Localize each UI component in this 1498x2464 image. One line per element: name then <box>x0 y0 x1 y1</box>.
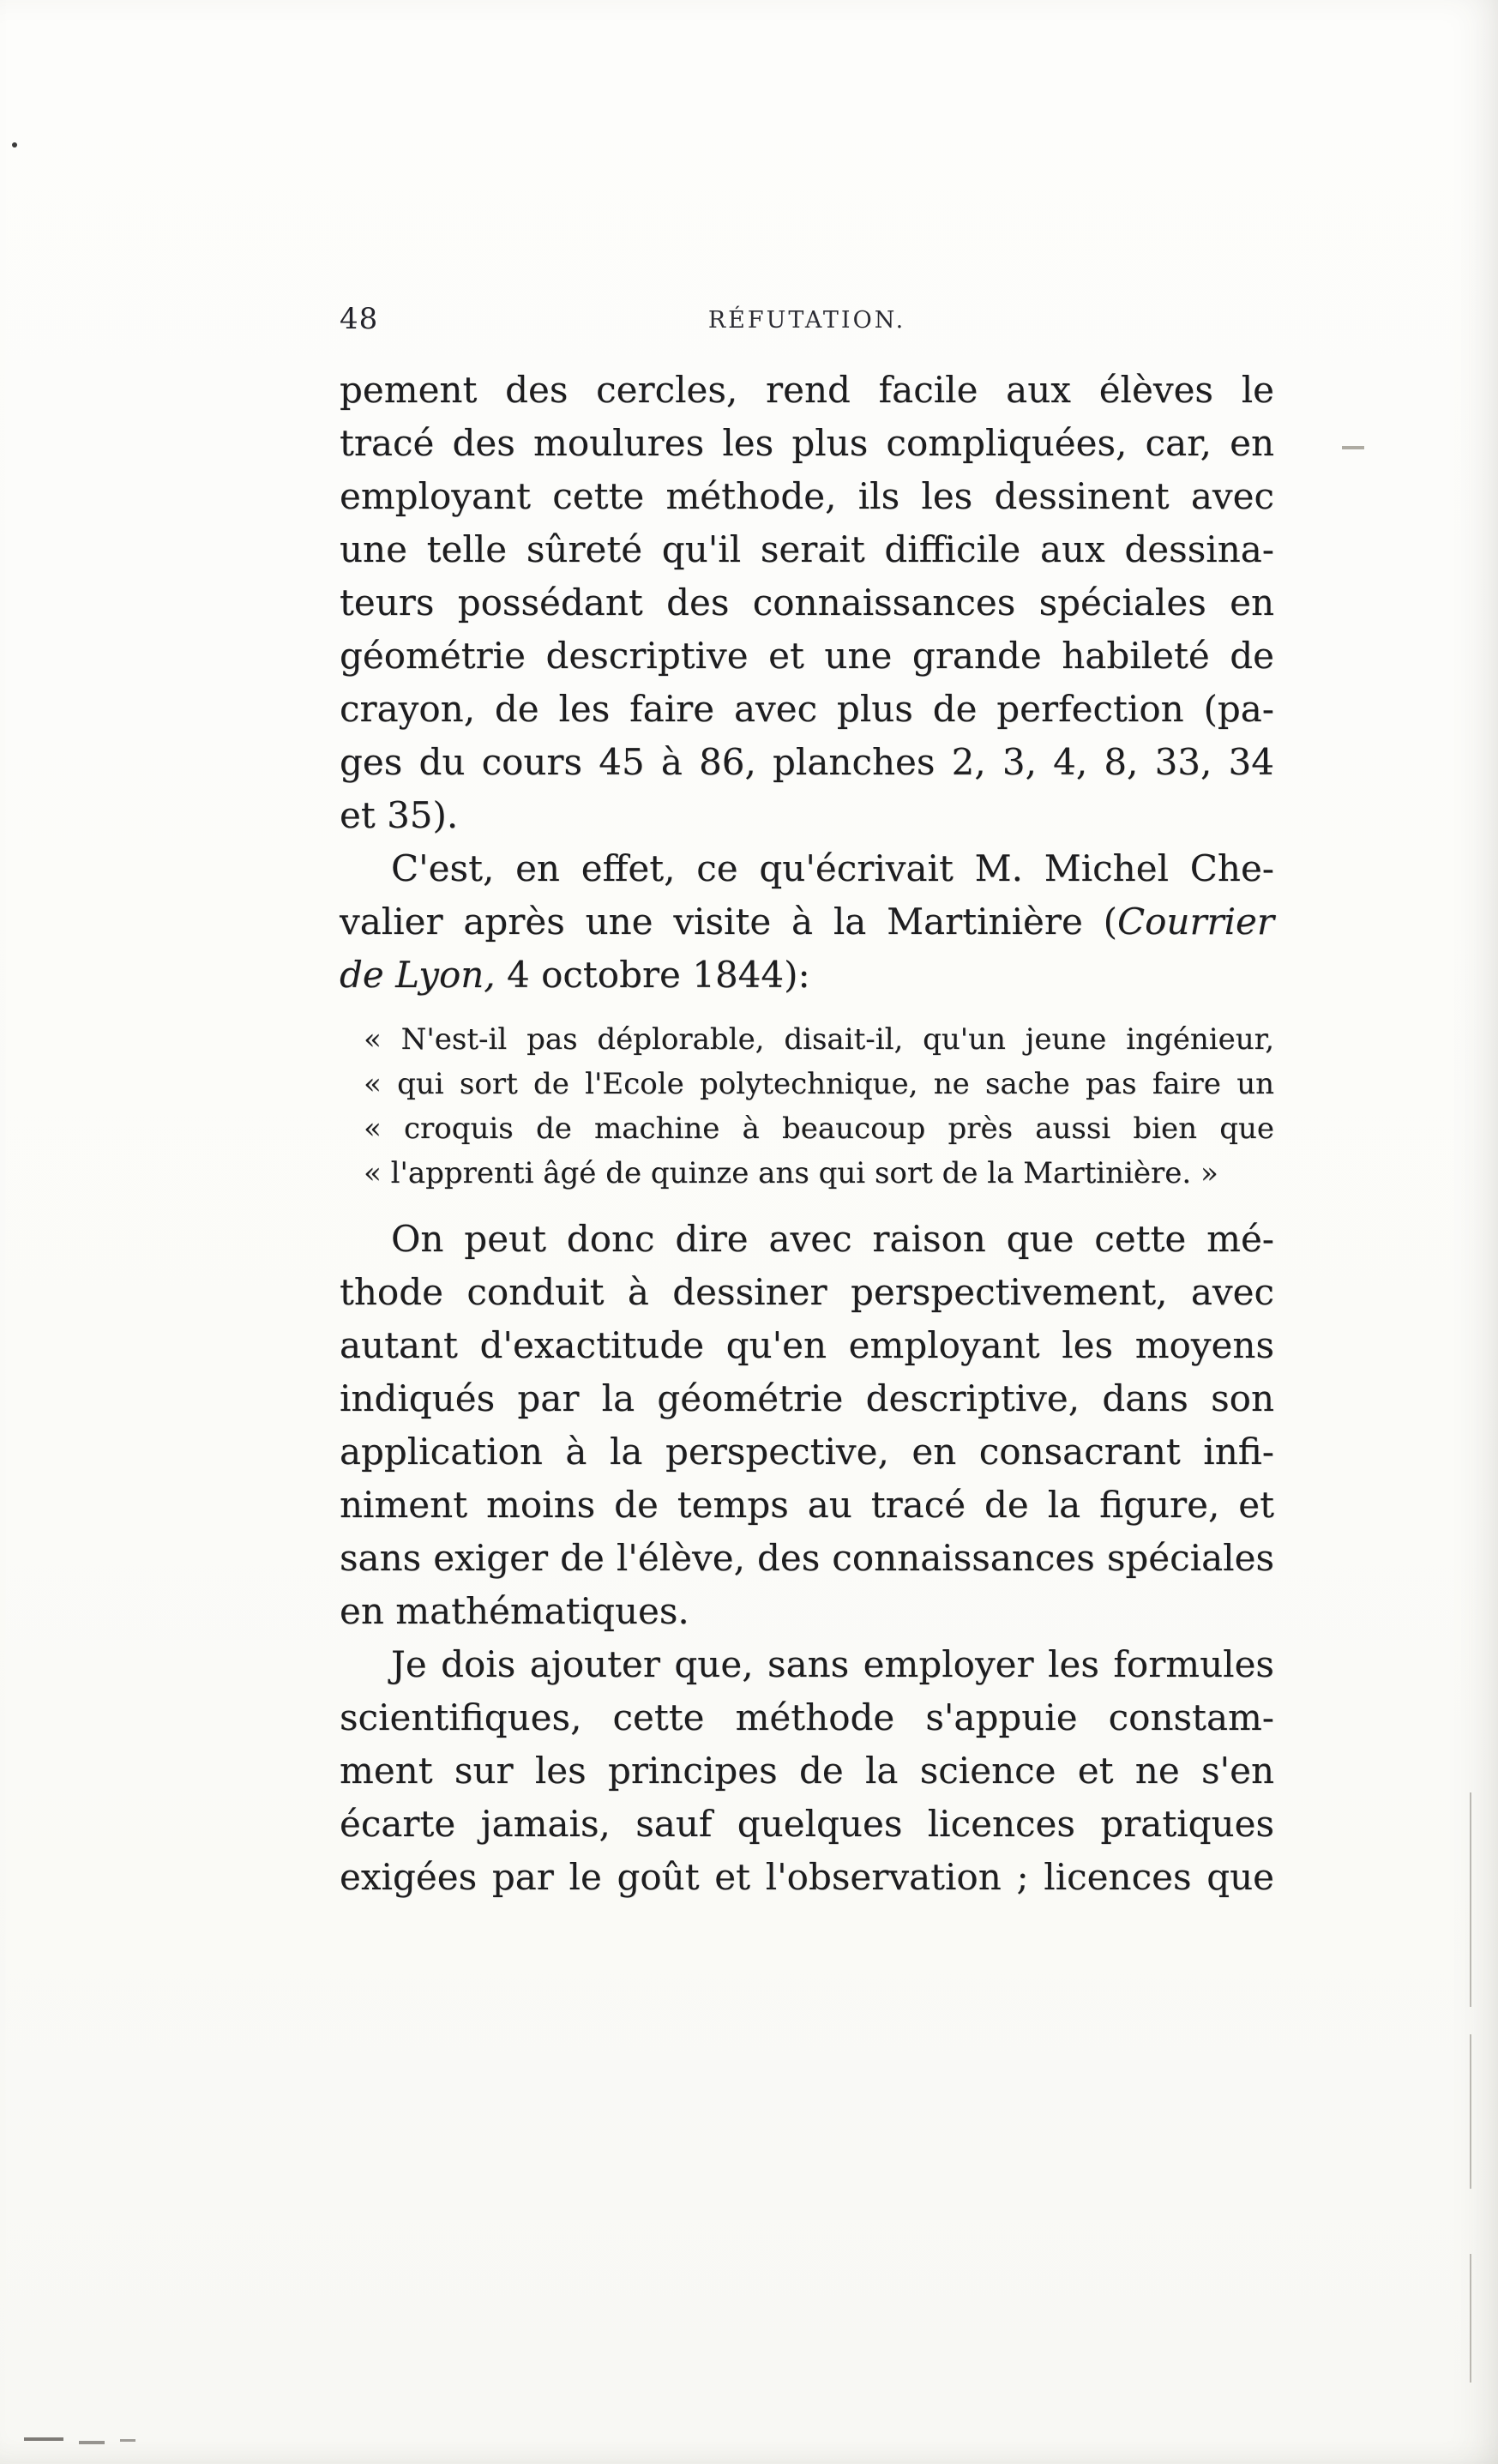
text-line: teurs possédant des connaissances spéciales en <box>340 581 1274 624</box>
text-line: pement des cercles, rend facile aux élèves le <box>340 369 1274 411</box>
scan-bottom-mark <box>79 2441 105 2444</box>
text-line: ges du cours 45 à 86, planches 2, 3, 4, 8, 33, 34 <box>340 741 1274 783</box>
paragraph <box>340 1213 1274 1638</box>
scan-edge-tick <box>1470 2034 1471 2189</box>
text-line: autant d'exactitude qu'en employant les moyens <box>340 1324 1274 1366</box>
text-segment: 4 octobre 1844): <box>495 954 810 996</box>
text-line: niment moins de temps au tracé de la figure, et <box>340 1484 1274 1526</box>
italic-segment: de Lyon, <box>340 954 496 996</box>
text-line: application à la perspective, en consacrant infi- <box>340 1431 1274 1473</box>
text-line: en mathématiques. <box>340 1590 689 1632</box>
text-line: On peut donc dire avec raison que cette mé- <box>391 1218 1274 1260</box>
text-line: thode conduit à dessiner perspectivement, avec <box>340 1271 1274 1313</box>
text-line: et 35). <box>340 794 459 836</box>
scan-bottom-mark <box>24 2437 63 2441</box>
text-line: « qui sort de l'Ecole polytechnique, ne sache pas faire un <box>364 1067 1274 1101</box>
scan-edge-tick <box>1470 1792 1471 2007</box>
scan-bottom-mark <box>120 2439 135 2442</box>
text-line: « l'apprenti âgé de quinze ans qui sort de la Martinière. » <box>364 1156 1218 1190</box>
text-line: tracé des moulures les plus compliquées, car, en <box>340 422 1274 464</box>
text-line: scientifiques, cette méthode s'appuie constam- <box>340 1696 1274 1738</box>
text-line: crayon, de les faire avec plus de perfection (pa- <box>340 688 1274 730</box>
quote-block <box>364 1017 1274 1196</box>
text-line: C'est, en effet, ce qu'écrivait M. Michel Che- <box>391 847 1274 889</box>
running-title: RÉFUTATION. <box>707 307 906 334</box>
text-segment: valier après une visite à la Martinière ( <box>340 901 1117 943</box>
text-line: géométrie descriptive et une grande habileté de <box>340 635 1274 677</box>
text-line: employant cette méthode, ils les dessinent avec <box>340 475 1274 517</box>
page-header <box>340 302 1274 340</box>
text-line: exigées par le goût et l'observation ; licences que <box>340 1856 1274 1898</box>
paragraph <box>340 842 1274 1002</box>
text-line: sans exiger de l'élève, des connaissances spéciales <box>340 1537 1274 1579</box>
paragraph <box>340 1638 1274 1904</box>
italic-segment: Courrier <box>1117 901 1274 943</box>
text-line: « N'est-il pas déplorable, disait-il, qu'un jeune ingénieur, <box>364 1022 1274 1057</box>
text-block <box>340 364 1274 1904</box>
page-number: 48 <box>340 302 379 336</box>
text-line: indiqués par la géométrie descriptive, dans son <box>340 1377 1274 1419</box>
text-line <box>340 949 1274 1002</box>
pencil-mark <box>1342 446 1364 449</box>
text-line <box>340 895 1274 949</box>
text-line: ment sur les principes de la science et ne s'en <box>340 1750 1274 1792</box>
text-line: « croquis de machine à beaucoup près aussi bien que <box>364 1112 1274 1146</box>
text-line: une telle sûreté qu'il serait difficile aux dessina- <box>340 528 1274 570</box>
scan-speck <box>12 142 17 148</box>
scan-edge-tick <box>1470 2254 1471 2383</box>
paragraph <box>340 364 1274 842</box>
text-line: Je dois ajouter que, sans employer les formules <box>391 1643 1274 1685</box>
text-line: écarte jamais, sauf quelques licences pratiques <box>340 1803 1274 1845</box>
